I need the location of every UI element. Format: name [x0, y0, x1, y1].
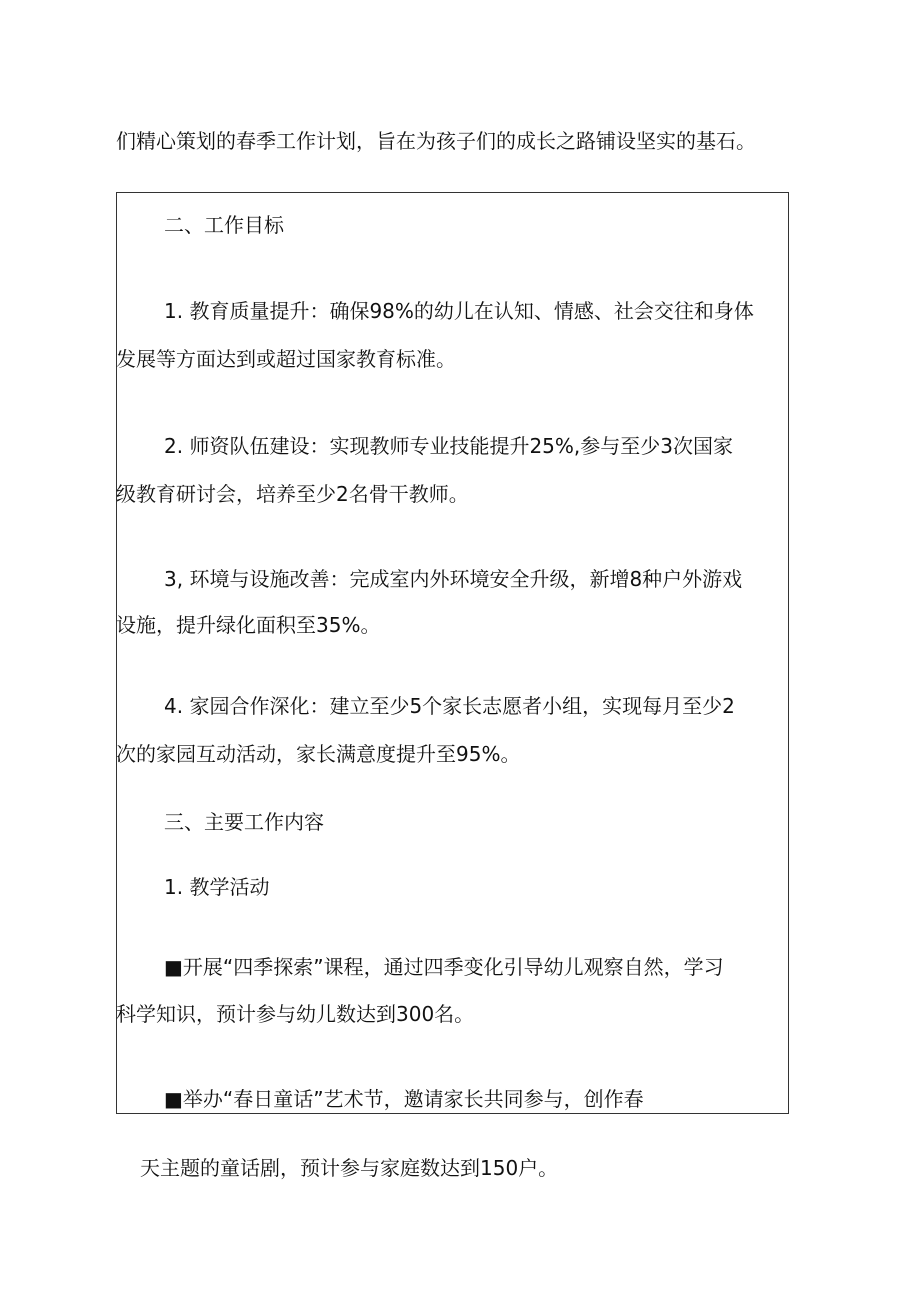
bullet-2-continuation: 天主题的童话剧，预计参与家庭数达到150户。 [140, 1156, 559, 1180]
goal-1-line-2: 发展等方面达到或超过国家教育标准。 [116, 347, 456, 371]
intro-paragraph-tail: 们精心策划的春季工作计划，旨在为孩子们的成长之路铺设坚实的基石。 [116, 129, 756, 153]
subsection-1-heading: 1. 教学活动 [164, 875, 270, 899]
goal-2-line-1: 2. 师资队伍建设：实现教师专业技能提升25%,参与至少3次国家 [164, 434, 733, 458]
goal-3-line-2: 设施，提升绿化面积至35%。 [116, 613, 381, 637]
goal-4-line-1: 4. 家园合作深化：建立至少5个家长志愿者小组，实现每月至少2 [164, 694, 735, 718]
section-3-heading: 三、主要工作内容 [164, 810, 324, 834]
goal-2-line-2: 级教育研讨会，培养至少2名骨干教师。 [116, 482, 469, 506]
bullet-1-line-1: ■开展“四季探索”课程，通过四季变化引导幼儿观察自然，学习 [164, 955, 724, 979]
bullet-1-line-2: 科学知识，预计参与幼儿数达到300名。 [116, 1002, 475, 1026]
section-2-heading: 二、工作目标 [164, 213, 284, 237]
bullet-2-line-1: ■举办“春日童话”艺术节，邀请家长共同参与，创作春 [164, 1087, 644, 1111]
goal-4-line-2: 次的家园互动活动，家长满意度提升至95%。 [116, 742, 521, 766]
goal-3-line-1: 3, 环境与设施改善：完成室内外环境安全升级，新增8种户外游戏 [164, 567, 743, 591]
goal-1-line-1: 1. 教育质量提升：确保98%的幼儿在认知、情感、社会交往和身体 [164, 299, 754, 323]
